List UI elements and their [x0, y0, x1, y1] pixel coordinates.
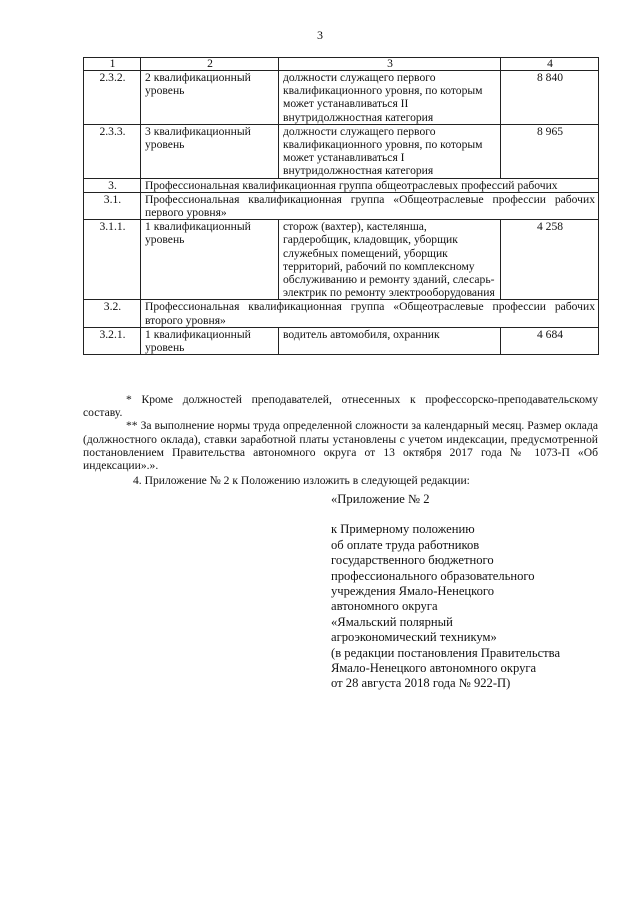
- column-header-1: 1: [84, 58, 141, 71]
- column-header-3: 3: [279, 58, 501, 71]
- row-number: 3.: [84, 178, 141, 192]
- row-number: 3.1.: [84, 192, 141, 219]
- appendix-line: государственного бюджетного: [331, 553, 494, 568]
- group-title: Профессиональная квалификационная группа «Общеотраслевые профессии рабочих первого уровня»: [141, 192, 599, 219]
- qualification-level: 3 квалификационный уровень: [141, 124, 279, 178]
- qualification-salary-table: [83, 57, 599, 355]
- table-row: [84, 124, 599, 178]
- row-number: 2.3.3.: [84, 124, 141, 178]
- appendix-line: учреждения Ямало-Ненецкого: [331, 584, 495, 599]
- appendix-line: профессионального образовательного: [331, 568, 535, 583]
- appendix-spacer: [331, 507, 611, 522]
- qualification-level: 1 квалификационный уровень: [141, 220, 279, 300]
- table-body: [84, 58, 599, 355]
- table-row: [84, 71, 599, 125]
- appendix-lines: [331, 522, 611, 691]
- appendix-line: автономного округа: [331, 599, 438, 614]
- qualification-level: 2 квалификационный уровень: [141, 71, 279, 125]
- footnote-2: ** За выполнение нормы труда определенной сложности за календарный месяц. Размер оклада (должностного оклада), ставки заработной платы установлены с учетом индексации, предусмотренной постановлением Правительства автономного округа от 13 октября 2017 года № 1073-П «Об индексации».».: [83, 419, 598, 473]
- table-row: [84, 192, 599, 219]
- column-header-4: 4: [501, 58, 599, 71]
- row-number: 3.1.1.: [84, 220, 141, 300]
- appendix-header: [331, 492, 611, 692]
- row-number: 3.2.1.: [84, 327, 141, 354]
- amendment-item-4: 4. Приложение № 2 к Положению изложить в следующей редакции:: [133, 474, 470, 488]
- appendix-title: «Приложение № 2: [331, 492, 430, 506]
- page-number: 3: [317, 28, 323, 42]
- appendix-line: к Примерному положению: [331, 522, 475, 537]
- positions-list: сторож (вахтер), кастелянша, гардеробщик, кладовщик, уборщик служебных помещений, уборщик территорий, рабочий по комплексному обслуживанию и ремонту зданий, слесарь-электрик по ремонту электрооборудования: [279, 220, 501, 300]
- appendix-line: агроэкономический техникум»: [331, 630, 497, 645]
- table-row: [84, 178, 599, 192]
- positions-list: водитель автомобиля, охранник: [279, 327, 501, 354]
- group-title: Профессиональная квалификационная группа общеотраслевых профессий рабочих: [141, 178, 599, 192]
- salary-value: 8 965: [501, 124, 599, 178]
- salary-value: 4 258: [501, 220, 599, 300]
- appendix-line: от 28 августа 2018 года № 922-П): [331, 676, 511, 691]
- notes-block: [83, 393, 598, 487]
- appendix-line: Ямало-Ненецкого автономного округа: [331, 661, 537, 676]
- table-row: [84, 220, 599, 300]
- positions-list: должности служащего первого квалификационного уровня, по которым может устанавливаться I внутридолжностная категория: [279, 124, 501, 178]
- qualification-level: 1 квалификационный уровень: [141, 327, 279, 354]
- salary-value: 8 840: [501, 71, 599, 125]
- table-row: [84, 327, 599, 354]
- column-header-2: 2: [141, 58, 279, 71]
- row-number: 3.2.: [84, 300, 141, 327]
- table-header-row: [84, 58, 599, 71]
- row-number: 2.3.2.: [84, 71, 141, 125]
- salary-value: 4 684: [501, 327, 599, 354]
- appendix-line: «Ямальский полярный: [331, 614, 453, 629]
- group-title: Профессиональная квалификационная группа «Общеотраслевые профессии рабочих второго уровня»: [141, 300, 599, 327]
- table-row: [84, 300, 599, 327]
- positions-list: должности служащего первого квалификационного уровня, по которым может устанавливаться II внутридолжностная категория: [279, 71, 501, 125]
- appendix-line: об оплате труда работников: [331, 537, 480, 552]
- appendix-line: (в редакции постановления Правительства: [331, 645, 561, 660]
- footnote-1: * Кроме должностей преподавателей, отнесенных к профессорско-преподавательскому составу.: [83, 393, 598, 420]
